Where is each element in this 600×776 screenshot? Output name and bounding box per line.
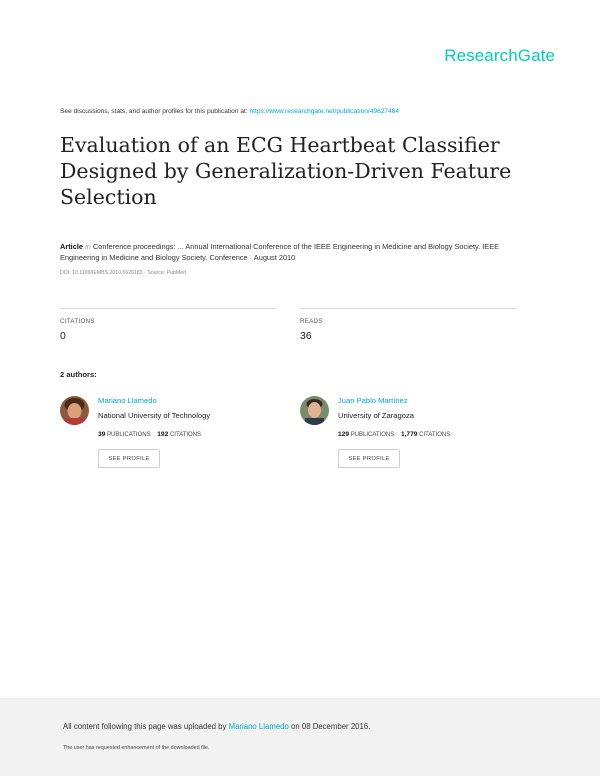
in-label: in <box>85 242 91 251</box>
uploaded-note <box>63 722 370 731</box>
reads-value: 36 <box>300 330 312 342</box>
citations-count: 192 <box>157 431 169 438</box>
author-name-link[interactable]: Juan Pablo Martínez <box>338 396 408 405</box>
citations-label: CITATIONS <box>419 432 451 438</box>
article-type: Article <box>60 242 84 251</box>
see-discussions-line <box>60 108 399 115</box>
doi-source: DOI: 10.1109/IEMBS.2010.5626183 · Source: PubMed <box>60 270 186 276</box>
author-stats <box>338 431 450 438</box>
publications-label: PUBLICATIONS <box>107 432 151 438</box>
requested-note: The user has requested enhancement of the downloaded file. <box>63 745 210 751</box>
see-profile-button[interactable]: SEE PROFILE <box>338 449 400 468</box>
reads-label: READS <box>300 318 323 325</box>
see-profile-button[interactable]: SEE PROFILE <box>98 449 160 468</box>
avatar[interactable] <box>300 396 329 425</box>
uploaded-prefix: All content following this page was uploaded by <box>63 722 227 731</box>
publication-meta <box>60 241 530 263</box>
citations-label: CITATIONS <box>60 318 95 325</box>
uploaded-suffix: on 08 December 2016. <box>291 722 371 731</box>
publications-count: 39 <box>98 431 106 438</box>
citations-value: 0 <box>60 330 66 342</box>
citations-count: 1,779 <box>400 431 418 438</box>
footer-band <box>0 698 600 776</box>
publication-url-link[interactable]: https://www.researchgate.net/publication/49627464 <box>249 108 400 115</box>
publication-title: Evaluation of an ECG Heartbeat Classifier Designed by Generalization-Driven Feature Selection <box>60 133 512 209</box>
author-stats <box>98 431 201 438</box>
author-institution: University of Zaragoza <box>338 411 414 420</box>
reads-divider <box>300 308 517 309</box>
researchgate-logo[interactable]: ResearchGate <box>444 46 555 65</box>
publications-count: 129 <box>338 431 350 438</box>
uploader-link[interactable]: Mariano Llamedo <box>228 722 289 731</box>
see-discussions-text: See discussions, stats, and author profiles for this publication at: <box>60 108 248 115</box>
authors-heading: 2 authors: <box>60 370 97 379</box>
venue-text: Conference proceedings: ... Annual International Conference of the IEEE Engineering in Medicine and Biology Society. IEEE Engineering in Medicine and Biology Society. Conference · August 2010 <box>60 242 500 262</box>
author-name-link[interactable]: Mariano Llamedo <box>98 396 157 405</box>
citations-label: CITATIONS <box>169 432 202 438</box>
citations-divider <box>60 308 276 309</box>
avatar[interactable] <box>60 396 89 425</box>
publications-label: PUBLICATIONS <box>350 432 395 438</box>
author-institution: National University of Technology <box>98 411 211 420</box>
